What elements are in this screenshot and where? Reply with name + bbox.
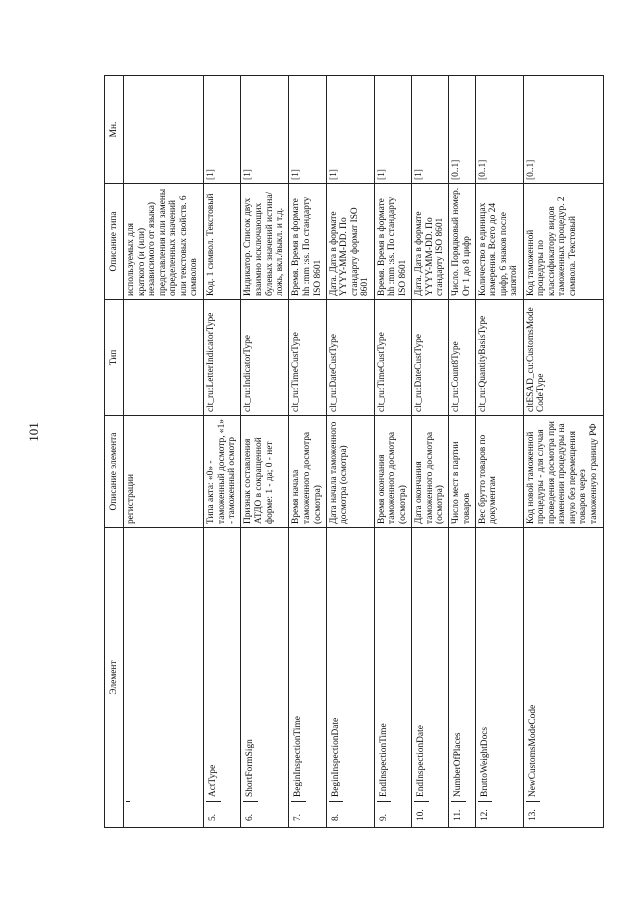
multiplicity: [1]	[374, 76, 411, 184]
element-name: BruttoWeightDocs	[478, 531, 493, 802]
element-name: EndInspectionTime	[377, 531, 392, 802]
element-name: ShortFormSign	[243, 531, 258, 802]
element-description: Дата окончания таможенного досмотра (осмотра)	[411, 416, 448, 528]
row-number: 13.	[527, 809, 538, 821]
table-row	[326, 76, 374, 828]
element-type: clt_ru:IndicatorType	[241, 300, 289, 416]
row-number: 7.	[293, 813, 304, 821]
header-type-description: Описание типа	[105, 184, 124, 300]
table-row	[374, 76, 411, 828]
type-description: Индикатор. Список двух взаимно исключающих булевых значений истина/ложь, вкл./выкл. и т.д.	[241, 184, 289, 300]
element-type: clt_ru:DateCustType	[326, 300, 374, 416]
element-name: ActType	[206, 531, 221, 802]
spec-table	[104, 75, 604, 828]
page-number: 101	[26, 422, 41, 442]
multiplicity: [0..1]	[523, 76, 603, 184]
row-number: 5.	[208, 813, 219, 821]
element-description: Типа акта: «0» - таможенный досмотр, «1» - таможенный осмотр	[204, 416, 241, 528]
multiplicity: [1]	[241, 76, 289, 184]
row-number: 6.	[245, 813, 256, 821]
element-description: Время окончания таможенного досмотра (осмотра)	[374, 416, 411, 528]
row-number: 9.	[378, 813, 389, 821]
element-type: clt_ru:TimeCustType	[374, 300, 411, 416]
rotated-table-wrapper	[104, 76, 604, 828]
header-multiplicity: Мн.	[105, 76, 124, 184]
table-row	[241, 76, 289, 828]
type-description: Дата. Дата в формате YYYY-MM-DD. По стандарту ISO 8601	[411, 184, 448, 300]
element-description: Дата начала таможенного досмотра (осмотра)	[326, 416, 374, 528]
type-description: Код таможенной процедуры по классификатору видов таможенных процедур. 2 символа. Текстовый	[523, 184, 603, 300]
row-number: 8.	[330, 813, 341, 821]
element-cell	[475, 528, 523, 828]
table-row	[475, 76, 523, 828]
multiplicity: [1]	[326, 76, 374, 184]
element-description: регистрации	[124, 416, 204, 528]
element-cell	[241, 528, 289, 828]
multiplicity: [1]	[289, 76, 326, 184]
element-name: BeginInspectionDate	[329, 531, 344, 802]
element-name	[126, 531, 130, 802]
element-cell	[449, 528, 476, 828]
table-header-row	[105, 76, 124, 828]
multiplicity: [1]	[411, 76, 448, 184]
multiplicity: [1]	[204, 76, 241, 184]
header-type: Тип	[105, 300, 124, 416]
element-description: Вес брутто товаров по документам	[475, 416, 523, 528]
type-description: Код. 1 символ. Текстовый	[204, 184, 241, 300]
element-name: BeginInspectionTime	[291, 531, 306, 802]
type-description: Время. Время в формате hh :mm :ss. По стандарту ISO 8601	[289, 184, 326, 300]
element-cell	[124, 528, 204, 828]
element-description: Время начала таможенного досмотра (осмотра)	[289, 416, 326, 528]
multiplicity: [0..1]	[475, 76, 523, 184]
element-type: clt_ru:DateCustType	[411, 300, 448, 416]
element-type: clt_ru:LetterIndicatorType	[204, 300, 241, 416]
row-number: 10.	[415, 809, 426, 821]
element-cell	[204, 528, 241, 828]
element-cell	[523, 528, 603, 828]
type-description: Количество в единицах измерения. Всего до 24 цифр, 6 знаков после запятой	[475, 184, 523, 300]
type-description: Дата. Дата в формате YYYY-MM-DD. По стандарту формат ISO 8601	[326, 184, 374, 300]
table-row	[204, 76, 241, 828]
element-name: NewCustomsModeCode	[526, 531, 541, 802]
element-name: NumberOfPlaces	[451, 531, 466, 802]
element-cell	[374, 528, 411, 828]
multiplicity	[124, 76, 204, 184]
element-cell	[411, 528, 448, 828]
table-row	[449, 76, 476, 828]
element-type: cltESAD_cu:CustomsModeCodeType	[523, 300, 603, 416]
element-description: Признак составления АТДО в сокращенной форме: 1 - да; 0 - нет	[241, 416, 289, 528]
row-number	[126, 802, 130, 824]
header-element-description: Описание элемента	[105, 416, 124, 528]
element-cell	[326, 528, 374, 828]
element-type: clt_ru:Count8Type	[449, 300, 476, 416]
multiplicity: [0..1]	[449, 76, 476, 184]
row-number: 12.	[479, 809, 490, 821]
element-name: EndInspectionDate	[414, 531, 429, 802]
element-description: Число мест в партии товаров	[449, 416, 476, 528]
element-type: clt_ru:TimeCustType	[289, 300, 326, 416]
type-description: используемых для краткого (и (или) независимого от языка) представления или замены определенных значений или текстовых свойств. 6 символов	[124, 184, 204, 300]
element-type	[124, 300, 204, 416]
table-row	[124, 76, 204, 828]
element-cell	[289, 528, 326, 828]
element-description: Код новой таможенной процедуры - для случая проведения досмотра при изменении процедуры на иную без перемещения товаров через таможенную границу РФ	[523, 416, 603, 528]
element-type: clt_ru:QuantityBasisType	[475, 300, 523, 416]
table-row	[523, 76, 603, 828]
table-row	[411, 76, 448, 828]
row-number: 11.	[453, 809, 464, 821]
header-element: Элемент	[105, 528, 124, 828]
table-row	[289, 76, 326, 828]
type-description: Число. Порядковый номер. От 1 до 8 цифр	[449, 184, 476, 300]
type-description: Время. Время в формате hh :mm :ss. По стандарту ISO 8601	[374, 184, 411, 300]
